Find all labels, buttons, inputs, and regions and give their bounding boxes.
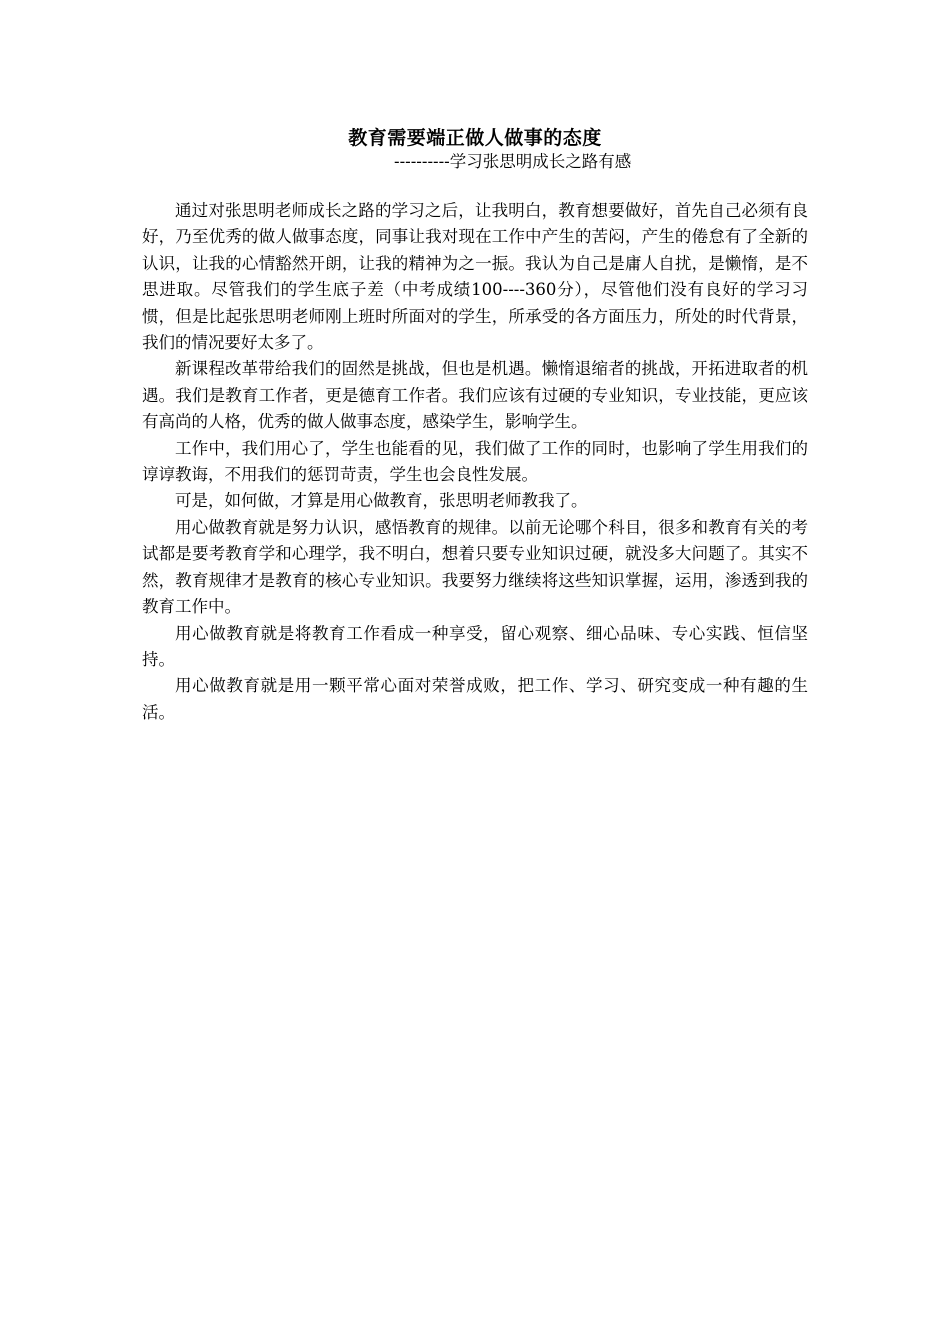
document-title: 教育需要端正做人做事的态度 [348,127,602,149]
document-body [142,198,808,726]
paragraph: 用心做教育就是努力认识，感悟教育的规律。以前无论哪个科目，很多和教育有关的考试都是要考教育学和心理学，我不明白，想着只要专业知识过硬，就没多大问题了。其实不然，教育规律才是教育的核心专业知识。我要努力继续将这些知识掌握，运用，渗透到我的教育工作中。 [142,517,808,617]
paragraph: 通过对张思明老师成长之路的学习之后，让我明白，教育想要做好，首先自己必须有良好，乃至优秀的做人做事态度，同事让我对现在工作中产生的苦闷，产生的倦怠有了全新的认识，让我的心情豁然开朗，让我的精神为之一振。我认为自己是庸人自扰，是懒惰，是不思进取。尽管我们的学生底子差（中考成绩100----360分），尽管他们没有良好的学习习惯，但是比起张思明老师刚上班时所面对的学生，所承受的各方面压力，所处的时代背景，我们的情况要好太多了。 [142,201,808,353]
paragraph: 用心做教育就是将教育工作看成一种享受，留心观察、细心品味、专心实践、恒信坚持。 [142,623,808,669]
paragraph: 新课程改革带给我们的固然是挑战，但也是机遇。懒惰退缩者的挑战，开拓进取者的机遇。我们是教育工作者，更是德育工作者。我们应该有过硬的专业知识，专业技能，更应该有高尚的人格，优秀的做人做事态度，感染学生，影响学生。 [142,359,808,432]
paragraph: 可是，如何做，才算是用心做教育，张思明老师教我了。 [175,491,588,511]
document-subtitle: ----------学习张思明成长之路有感 [394,152,632,171]
paragraph: 工作中，我们用心了，学生也能看的见，我们做了工作的同时，也影响了学生用我们的谆谆教诲，不用我们的惩罚苛责，学生也会良性发展。 [142,438,808,485]
paragraph: 用心做教育就是用一颗平常心面对荣誉成败，把工作、学习、研究变成一种有趣的生活。 [142,676,808,722]
